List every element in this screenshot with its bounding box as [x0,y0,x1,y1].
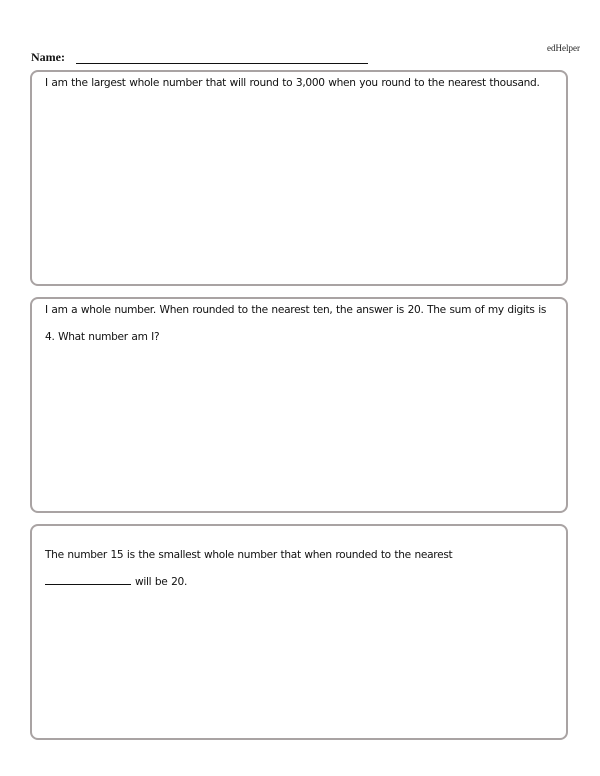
fill-in-blank[interactable] [45,584,131,585]
question-box-1[interactable] [30,70,568,286]
question-1-text: I am the largest whole number that will round to 3,000 when you round to the nearest thousand. [45,77,540,89]
question-3-text-after: will be 20. [135,576,188,588]
question-2-text: I am a whole number. When rounded to the nearest ten, the answer is 20. The sum of my digits is 4. What number am I? [45,304,547,343]
name-field[interactable] [76,63,368,64]
name-label: Name: [31,50,65,64]
question-3-text [45,542,552,596]
question-box-2[interactable] [30,297,568,513]
question-3-text-before: The number 15 is the smallest whole number that when rounded to the nearest [45,549,453,561]
brand-label: edHelper [547,43,580,53]
question-box-3[interactable] [30,524,568,740]
